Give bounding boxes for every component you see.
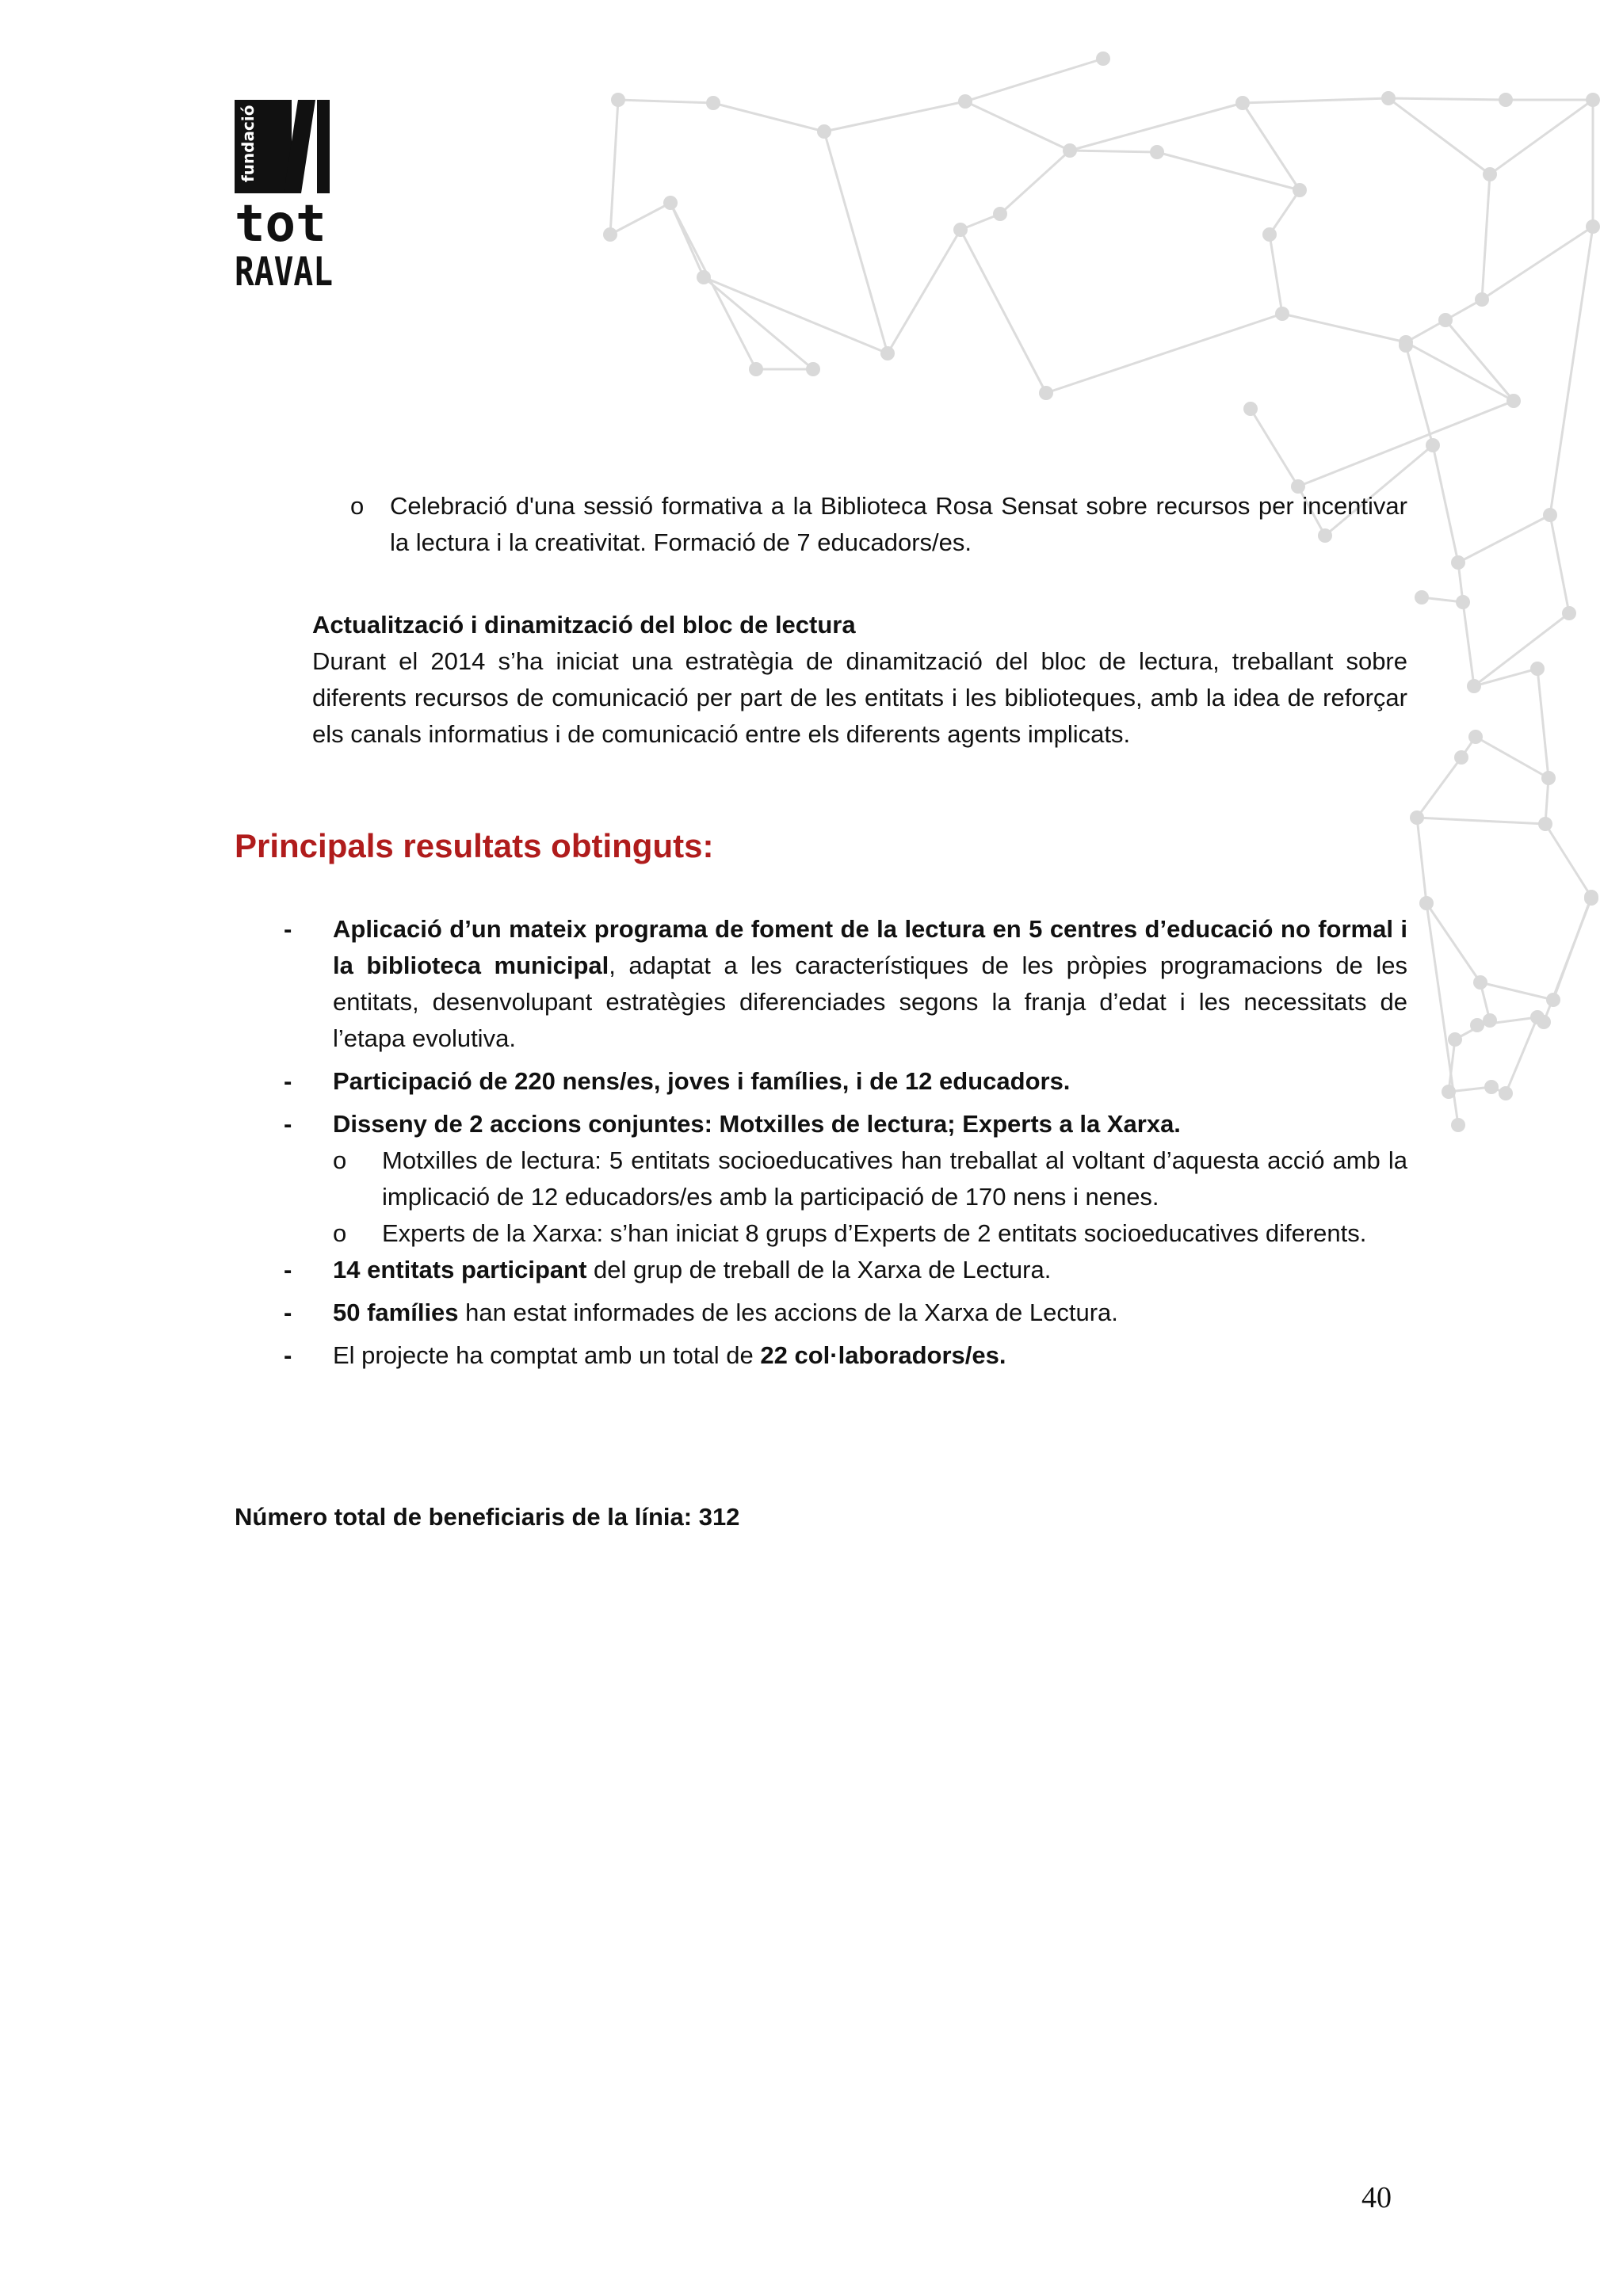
dash-marker: - [284, 1299, 292, 1326]
network-line [670, 203, 756, 369]
network-node [1538, 817, 1552, 831]
network-node [1484, 1080, 1499, 1094]
network-node [1275, 307, 1289, 321]
sub-bullet-marker: o [333, 1146, 347, 1174]
logo-fundacio-text: fundació [239, 105, 258, 182]
network-node [1243, 402, 1258, 416]
network-node [1381, 91, 1396, 105]
network-node [1039, 386, 1053, 400]
result-item-design [235, 1106, 1407, 1142]
network-line [1282, 314, 1406, 342]
section-title: Actualització i dinamització del bloc de lectura [312, 611, 856, 639]
network-line [1463, 602, 1474, 686]
sub-item-backpacks [235, 1142, 1407, 1215]
network-node [1419, 896, 1434, 910]
network-node [1543, 508, 1557, 522]
network-node [1537, 1015, 1551, 1029]
network-line [1388, 98, 1490, 174]
network-node [1586, 93, 1600, 107]
network-line [1482, 174, 1490, 299]
network-line [960, 230, 1046, 393]
network-line [965, 59, 1103, 101]
dash-marker: - [284, 1256, 292, 1283]
network-node [1438, 313, 1453, 327]
network-node [1562, 606, 1576, 620]
network-node [1470, 1018, 1484, 1032]
network-line [1270, 235, 1282, 314]
network-node [663, 196, 678, 210]
fundacio-tot-raval-logo [235, 100, 333, 295]
sub-bullet-marker: o [333, 1219, 347, 1247]
network-node [749, 362, 763, 376]
network-node [1456, 595, 1470, 609]
network-line [824, 132, 888, 353]
network-line [1070, 103, 1243, 151]
network-node [806, 362, 820, 376]
network-node [611, 93, 625, 107]
network-node [706, 96, 720, 110]
network-node [993, 207, 1007, 221]
network-line [1550, 227, 1593, 515]
network-line [965, 101, 1070, 151]
result-item-collaborators-pre: El projecte ha comptat amb un total de [333, 1341, 761, 1369]
dash-marker: - [284, 1341, 292, 1369]
network-node [1415, 590, 1429, 605]
section-paragraph: Durant el 2014 s’ha iniciat una estratègia de dinamització del bloc de lectura, treballant sobre diferents recursos de comunicació per part de les entitats i les biblioteques, amb la idea de reforçar els canals informatius i de comunicació entre els diferents agents implicats. [312, 647, 1407, 748]
network-node [1541, 771, 1556, 785]
result-item-entities-bold: 14 entitats participant [333, 1256, 587, 1283]
network-line [1388, 98, 1506, 100]
network-line [1270, 190, 1300, 235]
network-node [1410, 810, 1424, 825]
network-node [1442, 1085, 1456, 1099]
result-item-program-rest: , adaptat a les característiques de les pròpies programacions de les entitats, desenvolupant estratègies diferenciades segons la franja d’edat i les necessitats de l’etapa evolutiva. [333, 952, 1407, 1052]
network-line [1000, 151, 1070, 214]
network-node [1499, 1086, 1513, 1100]
network-node [1530, 662, 1545, 676]
network-node [1451, 1118, 1465, 1132]
network-line [1482, 227, 1593, 299]
network-line [610, 100, 618, 235]
network-line [713, 103, 824, 132]
reading-blog-section [312, 607, 1407, 753]
result-item-collaborators-bold: 22 col·laboradors/es. [760, 1341, 1006, 1369]
result-item-families [235, 1295, 1407, 1331]
network-node [953, 223, 968, 237]
sub-item-experts [235, 1215, 1407, 1252]
dash-marker: - [284, 1110, 292, 1138]
network-node [1483, 1013, 1497, 1028]
result-item-program-bold: Aplicació d’un mateix programa de foment de la lectura en 5 centres d’educació no formal i la biblioteca municipal [333, 915, 1407, 979]
sub-bullet-marker: o [350, 492, 365, 520]
network-node [697, 270, 711, 284]
logo-raval-text: RAVAL [235, 249, 333, 295]
network-node [1507, 394, 1521, 408]
network-line [888, 230, 960, 353]
sub-item-experts-text: Experts de la Xarxa: s’han iniciat 8 grups d’Experts de 2 entitats socioeducatives diferents. [382, 1219, 1367, 1247]
network-node [958, 94, 972, 109]
network-node [1096, 51, 1110, 66]
result-item-entities [235, 1252, 1407, 1288]
network-node [1293, 183, 1307, 197]
network-node [1483, 167, 1497, 181]
network-node [1467, 679, 1481, 693]
network-node [1426, 438, 1440, 452]
network-line [1506, 1017, 1537, 1093]
network-line [1474, 613, 1569, 686]
network-line [1458, 515, 1550, 563]
network-line [1251, 409, 1298, 486]
network-line [1046, 314, 1282, 393]
network-node [1063, 143, 1077, 158]
network-node [1546, 993, 1560, 1007]
network-line [1433, 445, 1458, 563]
network-node [1262, 227, 1277, 242]
network-line [1480, 982, 1553, 1000]
total-beneficiaries: Número total de beneficiaris de la línia: 312 [235, 1503, 740, 1531]
network-line [1490, 100, 1593, 174]
result-item-participation-bold: Participació de 220 nens/es, joves i famílies, i de 12 educadors. [333, 1067, 1071, 1095]
network-node [1399, 338, 1413, 353]
network-line [1445, 320, 1514, 401]
network-node [817, 124, 831, 139]
network-node [1235, 96, 1250, 110]
result-item-entities-rest: del grup de treball de la Xarxa de Lectura. [586, 1256, 1052, 1283]
network-line [1550, 515, 1569, 613]
network-line [704, 277, 813, 369]
network-node [1451, 555, 1465, 570]
results-list [235, 911, 1407, 1374]
network-line [1426, 903, 1480, 982]
network-line [704, 277, 888, 353]
result-item-design-bold: Disseny de 2 accions conjuntes: Motxilles de lectura; Experts a la Xarxa. [333, 1110, 1181, 1138]
result-item-families-bold: 50 famílies [333, 1299, 459, 1326]
training-session-text: Celebració d'una sessió formativa a la Biblioteca Rosa Sensat sobre recursos per incentivar la lectura i la creativitat. Formació de 7 educadors/es. [390, 492, 1407, 556]
network-line [1243, 98, 1388, 103]
network-node [1454, 750, 1468, 765]
network-node [1584, 891, 1598, 906]
page-number: 40 [1361, 2181, 1392, 2214]
logo-tot-text: tot [235, 195, 327, 254]
result-item-families-rest: han estat informades de les accions de la Xarxa de Lectura. [458, 1299, 1118, 1326]
network-line [1406, 342, 1514, 401]
result-item-program [235, 911, 1407, 1057]
network-node [1468, 730, 1483, 744]
network-line [610, 203, 670, 235]
network-line [1476, 737, 1549, 778]
network-node [1586, 219, 1600, 234]
network-node [1448, 1032, 1462, 1047]
network-line [618, 100, 713, 103]
network-line [824, 101, 965, 132]
network-node [603, 227, 617, 242]
network-line [1545, 824, 1591, 897]
training-session-item [350, 488, 1407, 561]
network-node [1475, 292, 1489, 307]
network-line [1298, 401, 1514, 486]
network-node [1499, 93, 1513, 107]
network-line [1417, 818, 1545, 824]
dash-marker: - [284, 1067, 292, 1095]
network-line [1070, 151, 1157, 152]
results-heading: Principals resultats obtinguts: [235, 827, 714, 864]
result-item-participation [235, 1063, 1407, 1100]
network-node [1150, 145, 1164, 159]
dash-marker: - [284, 915, 292, 943]
network-node [1473, 975, 1487, 990]
network-line [1537, 669, 1549, 778]
network-node [880, 346, 895, 360]
network-line [1417, 818, 1426, 903]
network-line [1417, 757, 1461, 818]
result-item-collaborators [235, 1337, 1407, 1374]
sub-item-backpacks-text: Motxilles de lectura: 5 entitats socioeducatives han treballat al voltant d’aquesta acció amb la implicació de 12 educadors/es amb la participació de 170 nens i nenes. [382, 1146, 1407, 1211]
network-line [1406, 345, 1433, 445]
